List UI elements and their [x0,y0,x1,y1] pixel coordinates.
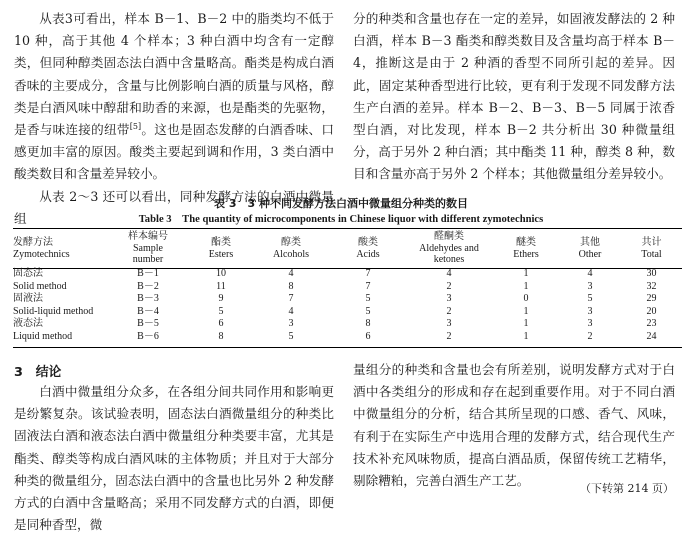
table-cell-method: 液态法 [13,318,43,329]
table-cell-method: Solid method [13,280,67,292]
header-acids: 酸类 Acids [356,237,380,260]
table-cell: 6 [218,318,224,329]
header-aldehydes-ketones: 醛酮类 Aldehydes and ketones [419,231,479,266]
table-caption-english: Table 3 The quantity of microcomponents in Chinese liquor with different zymotechnics [138,214,544,225]
table-cell-method: 固态法 [13,268,43,279]
table-cell: B－2 [137,280,159,292]
table-cell: 1 [523,305,529,317]
table-cell: 5 [587,293,593,304]
table-cell: 8 [218,330,224,342]
table-cell: B－6 [137,330,159,342]
paragraph-text: 。这也是固态发酵的白酒香味、口感更加丰富的原因。酸类主要起到调和作用，3 类白酒中酸类数目和含量差异较小。 [14,122,335,182]
table-cell: 3 [446,293,452,304]
table-header-row [13,229,682,268]
table-cell: 4 [288,305,294,317]
body-column-bottom-left [14,381,334,536]
table-cell: B－3 [137,293,159,304]
header-total: 共计 Total [641,237,662,260]
table-cell: 4 [446,268,452,279]
table-cell: 7 [288,293,294,304]
table-row [13,281,682,294]
header-ethers: 醚类 Ethers [513,237,539,260]
table-cell: 9 [218,293,224,304]
table-cell: 5 [218,305,224,317]
table-row [13,318,682,331]
table-cell: 1 [523,268,529,279]
table-cell: 4 [587,268,593,279]
paragraph: 量组分的种类和含量也会有所差别，说明发酵方式对于白酒中各类组分的形成和存在起到重要作用。对于不同白酒中微量组分的分析，结合其所呈现的口感、香气、风味，有利于在实际生产中选用合理的发酵方式，结合现代生产技术补充风味物质，提高白酒品质，保留传统工艺精华，剔除糟粕，完善白酒生产工艺。 [353,362,675,489]
paragraph: 从表 2～3 还可以看出，同种发酵方法的白酒中微量组 [14,188,334,226]
table-cell: 6 [365,330,371,342]
table-cell: 24 [646,330,657,342]
table-row [13,268,682,281]
table-cell: 1 [523,318,529,329]
table-cell: 30 [646,268,657,279]
table-cell-method: 固液法 [13,293,43,304]
table-cell: 8 [365,318,371,329]
table-caption-chinese: 表 3 3 种不同发酵方法白酒中微量组分种类的数目 [214,197,468,210]
paragraph [14,8,334,186]
paragraph: 白酒中微量组分众多，在各组分间共同作用和影响更是纷繁复杂。该试验表明，固态法白酒微量组分的种类比固液法白酒和液态法白酒中微量组分种类要丰富，尤其是酯类、醇类等构成白酒风味的主体物质；并且对于大部分种类的微量组分，固态法白酒中的含量也比另外 2 种发酵方式的白酒中含量略高；采用不同发酵方式的白酒，即便是同种香型，微 [14,384,334,533]
table-row [13,306,682,319]
table-cell: 8 [288,280,294,292]
table-cell: B－5 [137,318,159,329]
table-cell-method: Solid-liquid method [13,305,94,317]
table-cell: 3 [288,318,294,329]
table-body [13,268,682,343]
table-cell: 1 [523,330,529,342]
table-row [13,331,682,344]
body-column-bottom-right [353,359,675,492]
table-cell: 23 [646,318,657,329]
table-cell: 2 [587,330,593,342]
table-cell: 7 [365,268,371,279]
table-cell-method: Liquid method [13,330,73,342]
table-cell: 11 [216,280,226,292]
table-cell: 3 [587,280,593,292]
header-other: 其他 Other [578,237,602,260]
header-sample-number: 样本编号 Sample number [128,231,168,266]
table-cell: 2 [446,305,452,317]
table-cell: 3 [587,305,593,317]
table-cell: 29 [646,293,657,304]
header-zymotechnics: 发酵方法 Zymotechnics [13,237,70,260]
table-bottom-rule [13,347,682,348]
data-table [13,229,682,343]
table-cell: 32 [646,280,657,292]
table-cell: B－1 [137,268,159,279]
body-column-top-right [353,8,675,186]
table-cell: B－4 [137,305,159,317]
continued-on-page-note: （下转第 214 页） [580,482,674,495]
table-row [13,293,682,306]
paragraph: 分的种类和含量也存在一定的差异，如固液发酵法的 2 种白酒，样本 B－3 酯类和醇类数目及含量均高于样本 B－4，推断这是由于 2 种酒的香型不同所引起的差异。因此，固定某种香型进行比较，更有利于发现不同发酵方法生产白酒的差异。样本 B－2、B－3、B－5 同属于浓香型白酒，对比发现，样本 B－2 共分析出 30 种微量组分，高于另外 2 种白酒；其中酯类 11 种，醇类 8 种，数目和含量亦高于另外 2 个样本；其他微量组分差异较小。 [353,11,675,182]
table-cell: 3 [446,318,452,329]
table-cell: 1 [523,280,529,292]
table-cell: 3 [587,318,593,329]
header-alcohols: 醇类 Alcohols [272,237,310,260]
table-cell: 0 [523,293,529,304]
citation-reference[interactable]: [5] [129,121,142,131]
table-cell: 4 [288,268,294,279]
table-cell: 10 [216,268,226,279]
table-cell: 5 [365,305,371,317]
header-esters: 酯类 Esters [208,237,234,260]
table-cell: 2 [446,280,452,292]
table-cell: 5 [288,330,294,342]
table-cell: 7 [365,280,371,292]
section-heading: 3 结论 [14,365,62,380]
table-cell: 5 [365,293,371,304]
table-cell: 20 [646,305,657,317]
paragraph-text: 从表3可看出，样本 B－1、B－2 中的脂类均不低于 10 种，高于其他 4 个样本；3 种白酒中均含有一定醇类，但同种醇类固态法白酒中含量略高。酯类是构成白酒香味的主要成分，含量与比例影响白酒的质量与风格，醇类是白酒风味中醇甜和助香的来源，也是酯类的先驱物，是香与味连接的纽带 [14,11,334,138]
table-cell: 2 [446,330,452,342]
